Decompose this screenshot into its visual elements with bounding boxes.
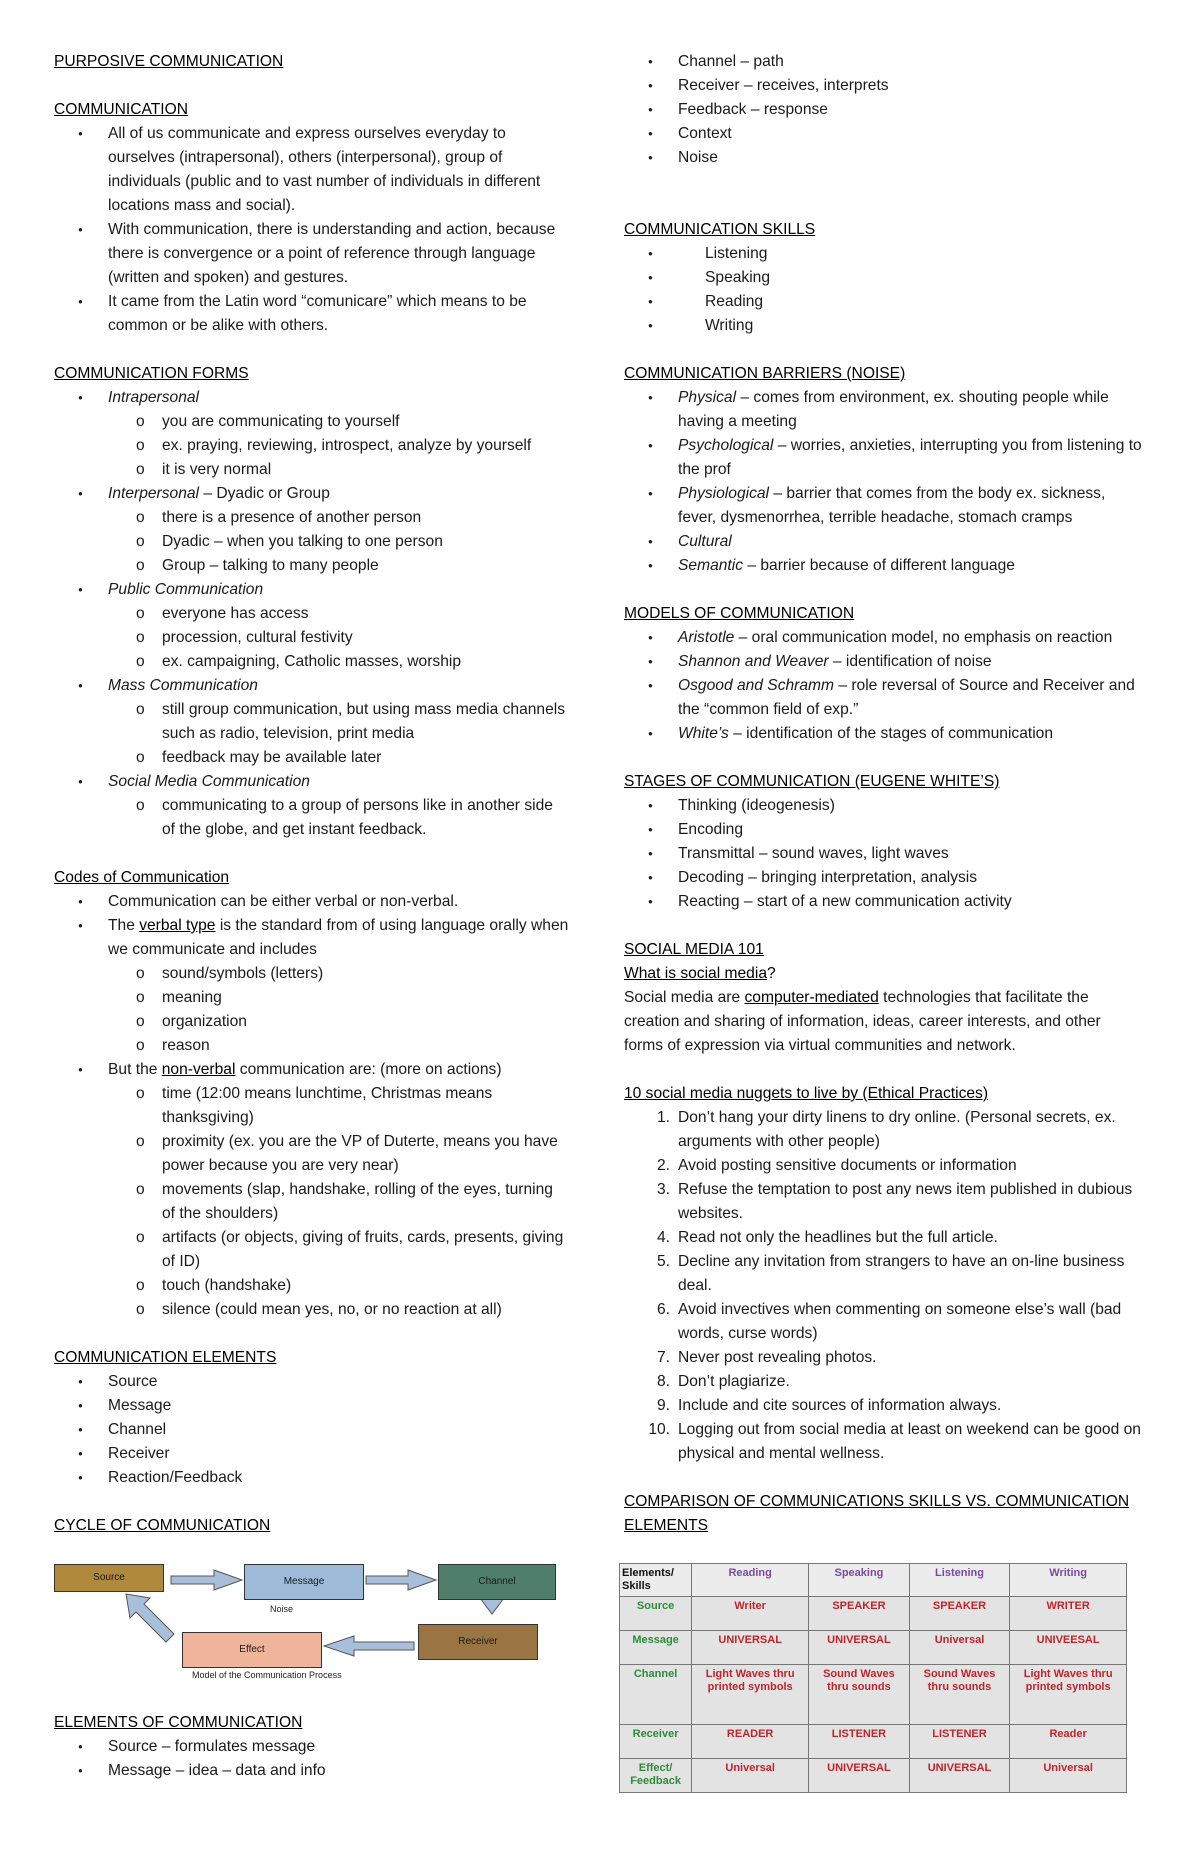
form-name: Interpersonal xyxy=(108,485,200,502)
left-column xyxy=(54,50,569,1538)
list-item: ● Aristotle – oral communication model, no emphasis on reaction xyxy=(624,626,1144,650)
codes-heading: Codes of Communication xyxy=(54,869,230,886)
list-item: 3. Refuse the temptation to post any news item published in dubious websites. xyxy=(656,1181,1133,1222)
list-item: ● Reacting – start of a new communication activity xyxy=(624,890,1144,914)
table-header-row xyxy=(620,1564,1127,1597)
sub-item: o touch (handshake) xyxy=(54,1274,569,1298)
list-item: ● Receiver xyxy=(54,1442,569,1466)
list-item: 6. Avoid invectives when commenting on someone else’s wall (bad words, curse words) xyxy=(656,1301,1122,1342)
table-cell: UNIVERSAL xyxy=(909,1759,1010,1793)
sub-item: o there is a presence of another person xyxy=(54,506,569,530)
elements-of-communication xyxy=(54,1711,569,1783)
list-item: 2. Avoid posting sensitive documents or information xyxy=(656,1157,1017,1174)
sub-item: o it is very normal xyxy=(54,458,569,482)
table-row xyxy=(620,1665,1127,1725)
list-item: ● It came from the Latin word “comunicare” which means to be common or be alike with others. xyxy=(54,290,569,338)
box-message: Message xyxy=(244,1564,364,1600)
stages-list xyxy=(624,794,1144,914)
row-header: Source xyxy=(620,1597,692,1631)
form-name: Social Media Communication xyxy=(108,773,310,790)
list-item: ● Transmittal – sound waves, light waves xyxy=(624,842,1144,866)
column-header: Writing xyxy=(1010,1564,1127,1597)
table-cell: WRITER xyxy=(1010,1597,1127,1631)
sub-item: o organization xyxy=(54,1010,569,1034)
document-title: PURPOSIVE COMMUNICATION xyxy=(54,53,284,70)
sub-item: o artifacts (or objects, giving of fruits, cards, presents, giving of ID) xyxy=(54,1226,569,1274)
list-item: ● Osgood and Schramm – role reversal of Source and Receiver and the “common field of exp.” xyxy=(624,674,1144,722)
list-item: ● Reaction/Feedback xyxy=(54,1466,569,1490)
row-header: Channel xyxy=(620,1665,692,1725)
list-item: ● Shannon and Weaver – identification of noise xyxy=(624,650,1144,674)
list-item: 4. Read not only the headlines but the full article. xyxy=(656,1229,998,1246)
sub-item: o meaning xyxy=(54,986,569,1010)
list-item: ● Reading xyxy=(624,290,1144,314)
table-cell: Universal xyxy=(1010,1759,1127,1793)
keyword-computer-mediated: computer-mediated xyxy=(744,989,879,1006)
stages-heading: STAGES OF COMMUNICATION (EUGENE WHITE’S) xyxy=(624,773,1000,790)
table-cell: UNIVERSAL xyxy=(809,1631,910,1665)
list-item: ● Physiological – barrier that comes from the body ex. sickness, fever, dysmenorrhea, terrible headache, stomach cramps xyxy=(624,482,1144,530)
sub-item: o movements (slap, handshake, rolling of the eyes, turning of the shoulders) xyxy=(54,1178,569,1226)
list-item: ● Communication can be either verbal or non-verbal. xyxy=(54,890,569,914)
column-header: Reading xyxy=(692,1564,809,1597)
skills-heading: COMMUNICATION SKILLS xyxy=(624,221,816,238)
list-item: ● All of us communicate and express ourselves everyday to ourselves (intrapersonal), others (interpersonal), group of individuals (public and to vast number of individuals in different locations mass and social). xyxy=(54,122,569,218)
models-heading: MODELS OF COMMUNICATION xyxy=(624,605,855,622)
list-item: 1. Don’t hang your dirty linens to dry online. (Personal secrets, ex. arguments with other people) xyxy=(656,1109,1116,1150)
table-row xyxy=(620,1759,1127,1793)
list-item: ● Semantic – barrier because of different language xyxy=(624,554,1144,578)
sub-item: o everyone has access xyxy=(54,602,569,626)
communication-cycle-diagram xyxy=(54,1550,558,1680)
sub-item: o ex. campaigning, Catholic masses, worship xyxy=(54,650,569,674)
list-item: ● Interpersonal – Dyadic or Group xyxy=(54,482,569,506)
list-item: ● With communication, there is understanding and action, because there is convergence or a point of reference through language (written and spoken) and gestures. xyxy=(54,218,569,290)
forms-list xyxy=(54,386,569,842)
models-list xyxy=(624,626,1144,746)
list-item: 8. Don’t plagiarize. xyxy=(656,1373,790,1390)
list-item: ● Thinking (ideogenesis) xyxy=(624,794,1144,818)
list-item: ● Cultural xyxy=(624,530,1144,554)
table-cell: UNIVEESAL xyxy=(1010,1631,1127,1665)
list-item xyxy=(54,578,569,602)
social-definition: Social media are computer-mediated technologies that facilitate the creation and sharing of information, ideas, career interests, and other forms of expression via virtual communities and network. xyxy=(624,989,1101,1054)
list-item xyxy=(54,386,569,410)
diagram-caption: Model of the Communication Process xyxy=(192,1670,342,1680)
comparison-heading: COMPARISON OF COMMUNICATIONS SKILLS VS. COMMUNICATION ELEMENTS xyxy=(624,1493,1130,1534)
list-item xyxy=(54,674,569,698)
box-source: Source xyxy=(54,1564,164,1592)
arrow-effect-to-source xyxy=(126,1594,174,1642)
right-column xyxy=(624,50,1144,1538)
keyword-nonverbal: non-verbal xyxy=(161,1061,236,1078)
arrow-receiver-to-effect xyxy=(324,1636,414,1656)
communication-list xyxy=(54,122,569,338)
list-item: ● Source xyxy=(54,1370,569,1394)
sub-item: o silence (could mean yes, no, or no reaction at all) xyxy=(54,1298,569,1322)
table-cell: SPEAKER xyxy=(809,1597,910,1631)
row-header: Receiver xyxy=(620,1725,692,1759)
elements-list xyxy=(54,1370,569,1490)
column-header: Listening xyxy=(909,1564,1010,1597)
elements-of-heading: ELEMENTS OF COMMUNICATION xyxy=(54,1714,303,1731)
sub-item: o still group communication, but using mass media channels such as radio, television, print media xyxy=(54,698,569,746)
label-noise: Noise xyxy=(270,1604,294,1614)
social-heading: SOCIAL MEDIA 101 xyxy=(624,941,764,958)
skills-list xyxy=(624,242,1144,338)
elements-heading: COMMUNICATION ELEMENTS xyxy=(54,1349,277,1366)
list-item: ● Message xyxy=(54,1394,569,1418)
table-cell: Sound Waves thru sounds xyxy=(809,1665,910,1725)
sub-item: o time (12:00 means lunchtime, Christmas means thanksgiving) xyxy=(54,1082,569,1130)
arrow-source-to-message xyxy=(171,1570,242,1590)
list-item: 5. Decline any invitation from strangers to have an on-line business deal. xyxy=(656,1253,1125,1294)
form-name: Intrapersonal xyxy=(108,389,200,406)
sub-item: o feedback may be available later xyxy=(54,746,569,770)
nuggets-heading: 10 social media nuggets to live by (Ethical Practices) xyxy=(624,1085,989,1102)
arrow-message-to-channel xyxy=(366,1570,436,1590)
list-item: ● Decoding – bringing interpretation, analysis xyxy=(624,866,1144,890)
sub-item: o communicating to a group of persons like in another side of the globe, and get instant feedback. xyxy=(54,794,569,842)
row-header: Effect/ Feedback xyxy=(620,1759,692,1793)
box-channel: Channel xyxy=(438,1564,556,1600)
sub-item: o reason xyxy=(54,1034,569,1058)
sub-item: o Dyadic – when you talking to one person xyxy=(54,530,569,554)
sub-item: o proximity (ex. you are the VP of Duterte, means you have power because you are very near) xyxy=(54,1130,569,1178)
sub-item: o sound/symbols (letters) xyxy=(54,962,569,986)
list-item: ● Receiver – receives, interprets xyxy=(624,74,1144,98)
table-cell: Universal xyxy=(909,1631,1010,1665)
table-cell: Writer xyxy=(692,1597,809,1631)
list-item: ● Physical – comes from environment, ex. shouting people while having a meeting xyxy=(624,386,1144,434)
sub-item: o Group – talking to many people xyxy=(54,554,569,578)
codes-list xyxy=(54,890,569,1322)
table-row xyxy=(620,1597,1127,1631)
list-item: ● Noise xyxy=(624,146,1144,170)
list-item: ● White’s – identification of the stages of communication xyxy=(624,722,1144,746)
list-item: ● Channel – path xyxy=(624,50,1144,74)
table-cell: Light Waves thru printed symbols xyxy=(1010,1665,1127,1725)
list-item: ● Writing xyxy=(624,314,1144,338)
column-header: Speaking xyxy=(809,1564,910,1597)
forms-heading: COMMUNICATION FORMS xyxy=(54,365,249,382)
list-item: ● Speaking xyxy=(624,266,1144,290)
table-cell: Universal xyxy=(692,1759,809,1793)
table-cell: Sound Waves thru sounds xyxy=(909,1665,1010,1725)
barriers-list xyxy=(624,386,1144,578)
list-item: ● Source – formulates message xyxy=(54,1735,569,1759)
sub-item: o ex. praying, reviewing, introspect, analyze by yourself xyxy=(54,434,569,458)
table-cell: SPEAKER xyxy=(909,1597,1010,1631)
sub-item: o you are communicating to yourself xyxy=(54,410,569,434)
list-item: 7. Never post revealing photos. xyxy=(656,1349,877,1366)
table-cell: LISTENER xyxy=(809,1725,910,1759)
table-cell: LISTENER xyxy=(909,1725,1010,1759)
social-question: What is social media? xyxy=(624,965,776,982)
table-row xyxy=(620,1631,1127,1665)
list-item xyxy=(54,770,569,794)
sub-item: o procession, cultural festivity xyxy=(54,626,569,650)
list-item: ● Listening xyxy=(624,242,1144,266)
table-cell: Light Waves thru printed symbols xyxy=(692,1665,809,1725)
table-cell: UNIVERSAL xyxy=(692,1631,809,1665)
form-name: Mass Communication xyxy=(108,677,258,694)
table-cell: UNIVERSAL xyxy=(809,1759,910,1793)
arrow-noise-down xyxy=(480,1598,504,1614)
list-item: ● Feedback – response xyxy=(624,98,1144,122)
keyword-verbal: verbal type xyxy=(139,917,216,934)
communication-heading: COMMUNICATION xyxy=(54,101,188,118)
table-cell: Reader xyxy=(1010,1725,1127,1759)
elements-continued-list xyxy=(624,50,1144,170)
list-item: ● Psychological – worries, anxieties, interrupting you from listening to the prof xyxy=(624,434,1144,482)
list-item: ● The verbal type is the standard from of using language orally when we communicate and includes xyxy=(54,914,569,962)
nuggets-list xyxy=(624,1106,1144,1466)
form-name: Public Communication xyxy=(108,581,264,598)
table-row xyxy=(620,1725,1127,1759)
barriers-heading: COMMUNICATION BARRIERS (NOISE) xyxy=(624,365,906,382)
row-header: Message xyxy=(620,1631,692,1665)
box-effect: Effect xyxy=(182,1632,322,1668)
list-item: ● Encoding xyxy=(624,818,1144,842)
list-item: 10. Logging out from social media at least on weekend can be good on physical and mental wellness. xyxy=(648,1421,1141,1462)
list-item: 9. Include and cite sources of information always. xyxy=(656,1397,1002,1414)
comparison-table xyxy=(619,1563,1127,1793)
list-item: ● Context xyxy=(624,122,1144,146)
list-item: ● Channel xyxy=(54,1418,569,1442)
cycle-heading: CYCLE OF COMMUNICATION xyxy=(54,1517,271,1534)
table-cell: READER xyxy=(692,1725,809,1759)
list-item: ● Message – idea – data and info xyxy=(54,1759,569,1783)
list-item: ● But the non-verbal communication are: (more on actions) xyxy=(54,1058,569,1082)
table-corner: Elements/ Skills xyxy=(620,1564,692,1597)
box-receiver: Receiver xyxy=(418,1624,538,1660)
